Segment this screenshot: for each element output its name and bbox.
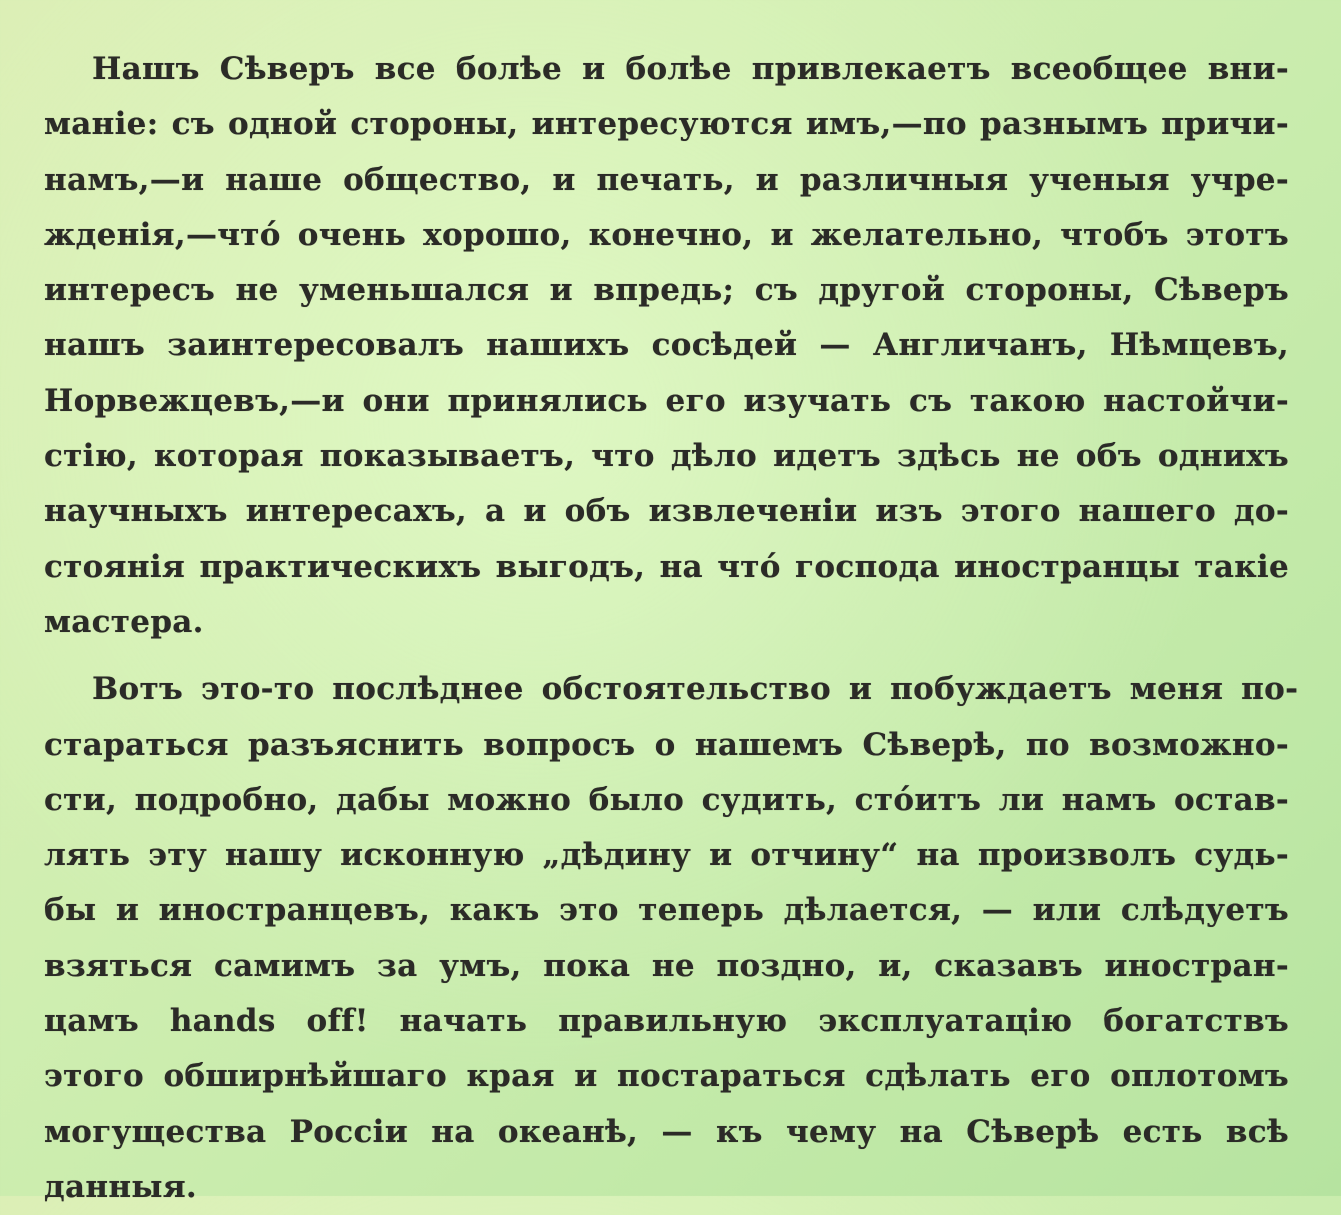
text-block	[44, 42, 1299, 1215]
text-line: лять эту нашу исконную „дѣдину и отчину“ на произволъ судь-	[44, 837, 1289, 874]
text-line	[44, 662, 1299, 717]
text-line: данныя.	[44, 1168, 197, 1205]
text-line: нашъ заинтересовалъ нашихъ сосѣдей — Англичанъ, Нѣмцевъ,	[44, 327, 1289, 364]
text-line: стію, которая показываетъ, что дѣло идетъ здѣсь не объ однихъ	[44, 438, 1289, 475]
text-line: цамъ hands off! начать правильную эксплуатацію богатствъ	[44, 1003, 1289, 1040]
text-line: этого обширнѣйшаго края и постараться сдѣлать его оплотомъ	[44, 1058, 1289, 1095]
text-line: могущества Россіи на океанѣ, — къ чему на Сѣверѣ есть всѣ	[44, 1113, 1289, 1150]
text-line: сти, подробно, дабы можно было судить, сто́итъ ли намъ остав-	[44, 781, 1289, 818]
text-line: бы и иностранцевъ, какъ это теперь дѣлается, — или слѣдуетъ	[44, 892, 1289, 929]
text-line: Норвежцевъ,—и они принялись его изучать съ такою настойчи-	[44, 382, 1289, 419]
text-line: жденія,—что́ очень хорошо, конечно, и желательно, чтобъ этотъ	[44, 216, 1289, 253]
text-line: мастера.	[44, 603, 204, 640]
text-line: взяться самимъ за умъ, пока не поздно, и, сказавъ иностран-	[44, 947, 1289, 984]
line-text: Вотъ это-то послѣднее обстоятельство и побуждаетъ меня по-	[92, 671, 1299, 708]
line-text: Нашъ Сѣверъ все болѣе и болѣе привлекаетъ всеобщее вни-	[92, 51, 1289, 87]
text-line: интересъ не уменьшался и впредь; съ другой стороны, Сѣверъ	[44, 272, 1289, 309]
text-line: стараться разъяснить вопросъ о нашемъ Сѣверѣ, по возможно-	[44, 726, 1289, 763]
text-line: маніе: съ одной стороны, интересуются имъ,—по разнымъ причи-	[44, 106, 1289, 143]
text-line: стоянія практическихъ выгодъ, на что́ господа иностранцы такіе	[44, 548, 1289, 585]
text-line: намъ,—и наше общество, и печать, и различныя ученыя учре-	[44, 161, 1289, 198]
paragraph-2	[44, 662, 1299, 1215]
text-line	[44, 42, 1289, 97]
paragraph-1	[44, 42, 1289, 650]
text-line: научныхъ интересахъ, а и объ извлеченіи изъ этого нашего до-	[44, 493, 1289, 530]
